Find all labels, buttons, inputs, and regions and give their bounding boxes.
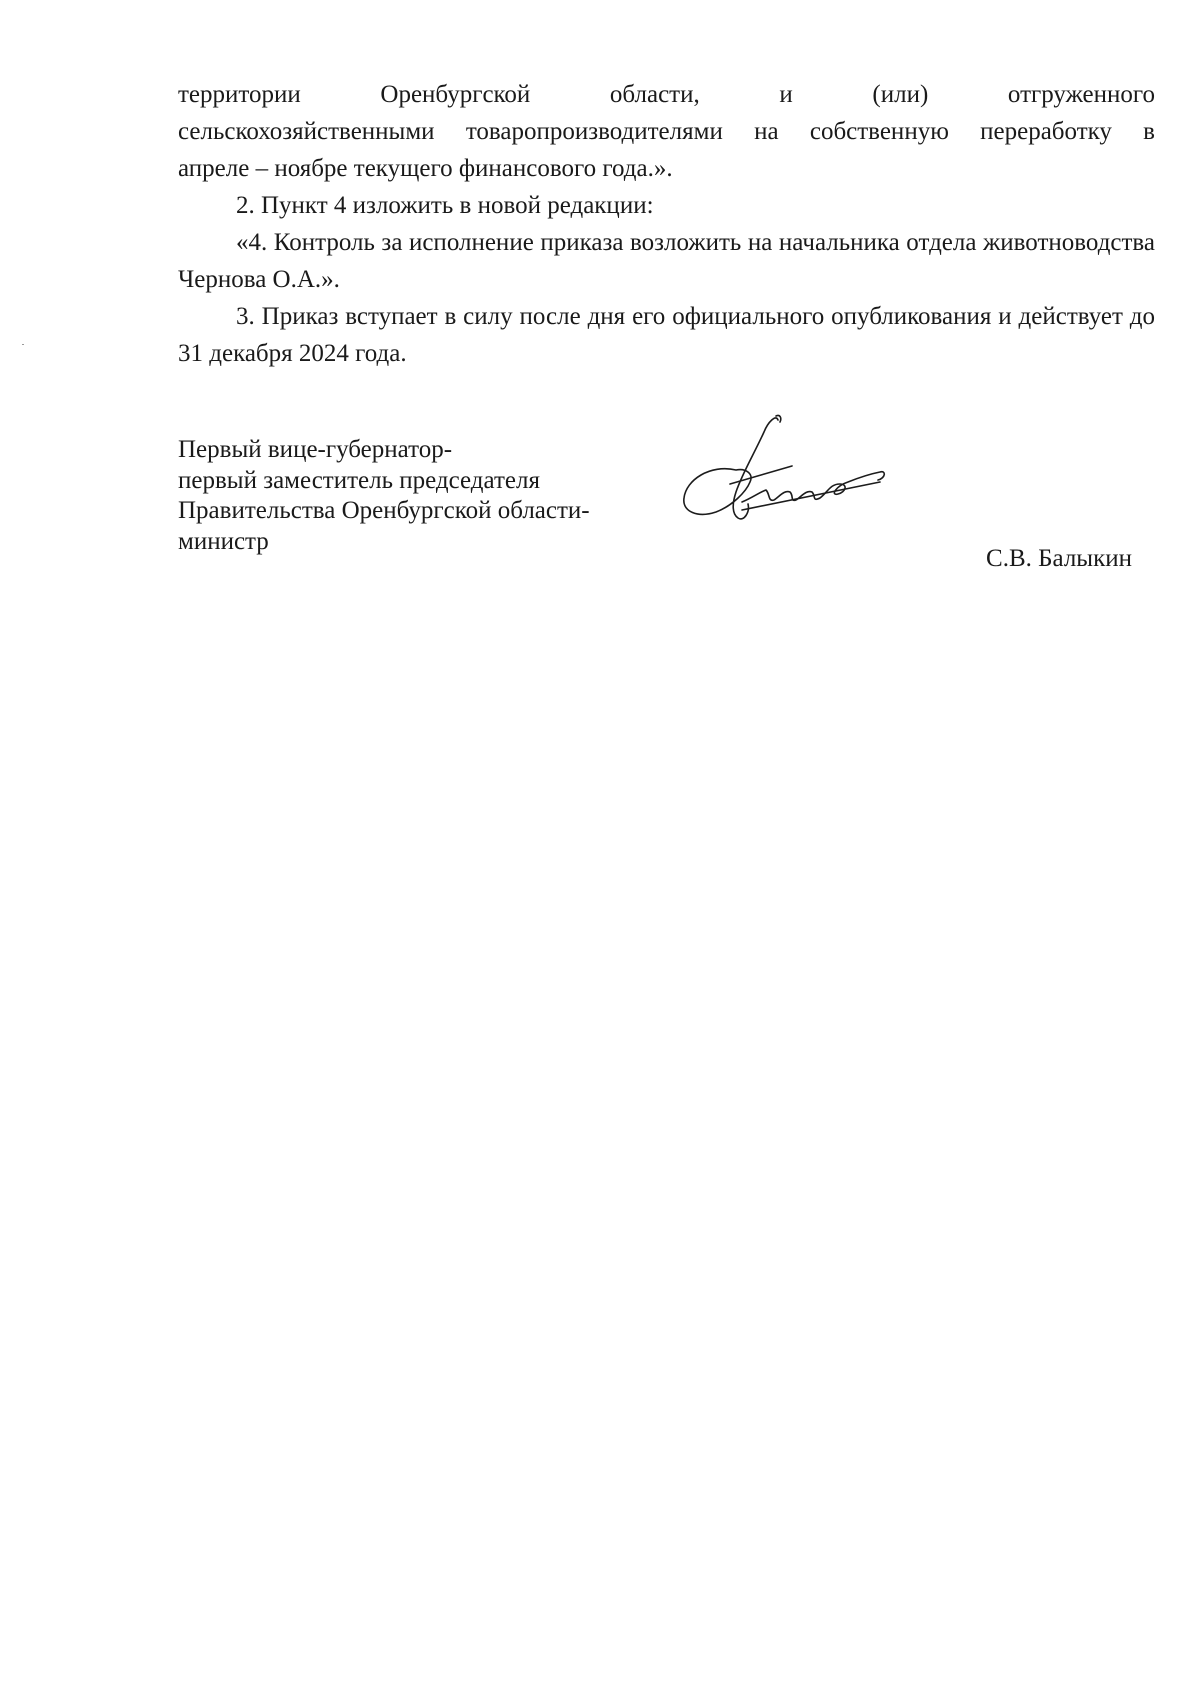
word: Оренбургской: [380, 81, 531, 108]
paragraph-line: [178, 76, 1155, 113]
paragraph-continuation: [178, 76, 1155, 187]
document-body: [178, 76, 1155, 372]
paragraph-item-3: 3. Приказ вступает в силу после дня его официального опубликования и действует до 31 декабря 2024 года.: [178, 303, 1155, 367]
signatory-title-line: Первый вице-губернатор-: [178, 436, 453, 463]
signatory-title-line: министр: [178, 527, 269, 555]
signatory-title-line: Правительства Оренбургской области-: [178, 497, 590, 524]
paragraph-item-2: 2. Пункт 4 изложить в новой редакции:: [236, 192, 654, 219]
signatory-title: [178, 435, 590, 557]
paragraph-line: апреле – ноябре текущего финансового года.».: [178, 155, 673, 182]
handwritten-signature-icon: [680, 412, 890, 552]
signatory-title-line: первый заместитель председателя: [178, 466, 540, 494]
word: (или): [872, 81, 929, 108]
paragraph-line: сельскохозяйственными товаропроизводителями на собственную переработку в: [178, 118, 1155, 145]
paragraph-item-4-quote: «4. Контроль за исполнение приказа возложить на начальника отдела животноводства Чернова О.А.».: [178, 229, 1155, 293]
word: отгруженного: [1007, 81, 1156, 108]
signatory-name: С.В. Балыкин: [986, 545, 1132, 572]
word: территории: [178, 81, 301, 108]
word: области,: [609, 81, 700, 108]
word: и: [779, 81, 793, 108]
scan-artifact: [22, 344, 24, 345]
